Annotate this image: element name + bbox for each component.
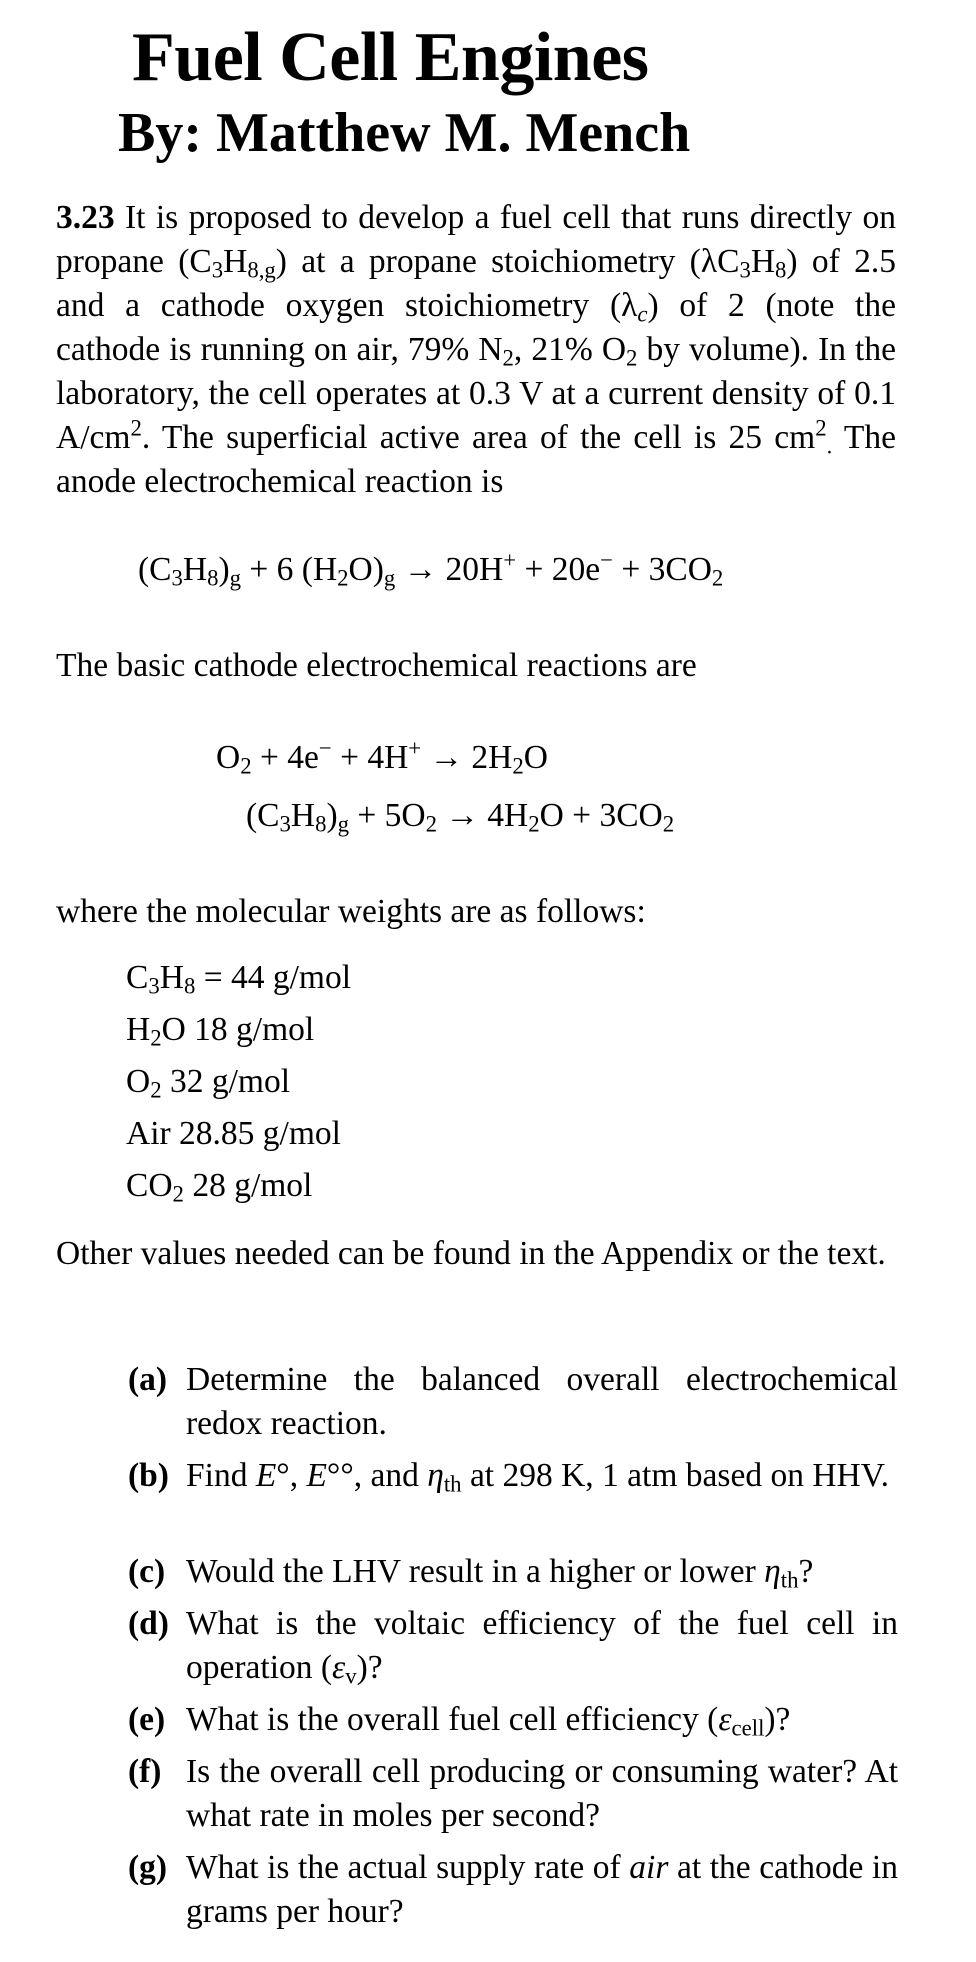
cathode-intro-text: The basic cathode electrochemical reactions are	[56, 647, 697, 684]
question-part-g	[128, 1846, 898, 1934]
question-part-text: Find E°, E°°, and $\eta_{th}$ at 298 K, 1 atm based on HHV.	[186, 1457, 889, 1497]
question-part-c	[128, 1550, 898, 1594]
molecular-weight-item: $O_2$ 32 g/mol	[126, 1063, 291, 1103]
molecular-weight-item: $CO_2$ 28 g/mol	[126, 1167, 313, 1207]
question-part-text: What is the voltaic efficiency of the fuel cell in operation $(\varepsilon_v)$?	[186, 1605, 898, 1689]
other-values-text: Other values needed can be found in the Appendix or the text.	[56, 1235, 886, 1272]
question-part-d	[128, 1602, 898, 1690]
cathode-reaction-equation: $O_2 + 4e^- + 4H^+ \to 2H_2O$	[216, 735, 548, 779]
anode-reaction-equation: $(C_3H_8)_g + 6$ $(H_2O)_g \to 20H^+ + 20e^- + 3CO_2$	[138, 547, 724, 591]
document-author: By: Matthew M. Mench	[118, 102, 691, 164]
question-part-label: (c)	[128, 1553, 166, 1590]
question-part-text: What is the actual supply rate of air at the cathode in grams per hour?	[186, 1849, 898, 1930]
molecular-weight-item: $H_2O$ 18 g/mol	[126, 1011, 315, 1051]
question-part-text: Is the overall cell producing or consuming water? At what rate in moles per second?	[186, 1753, 898, 1834]
combustion-reaction-equation: $(C_3H_8)_g + 5O_2 \to 4H_2O + 3CO_2$	[246, 797, 675, 837]
question-part-text: Determine the balanced overall electrochemical redox reaction.	[186, 1361, 898, 1442]
question-part-label: (g)	[128, 1849, 168, 1886]
question-part-text: What is the overall fuel cell efficiency $(\varepsilon_{cell})$?	[186, 1701, 791, 1741]
question-part-text: Would the LHV result in a higher or lower $\eta_{th}$?	[186, 1553, 814, 1593]
molecular-weight-item: Air 28.85 g/mol	[126, 1115, 341, 1152]
question-part-label: (d)	[128, 1605, 169, 1642]
question-part-b	[128, 1454, 898, 1498]
question-part-e	[128, 1698, 898, 1742]
question-part-label: (f)	[128, 1753, 162, 1790]
problem-statement: 3.23 It is proposed to develop a fuel cell that runs directly on propane $(C_3H_{8,g})$ at a propane stoichiometry $(\lambda C_3H_8)$ of 2.5 and a cathode oxygen stoichiometry $(\lambda_c)$ of 2 (note the cathode is running on air, 79% $N_2$, 21% $O_2$ by volume). In the laboratory, the cell operates at 0.3 V at a current density of 0.1 $A/cm^2$. The superficial active area of the cell is 25 $cm^2_.$ The anode electrochemical reaction is	[56, 199, 897, 500]
document-title: Fuel Cell Engines	[132, 19, 649, 96]
question-part-a	[128, 1358, 898, 1446]
question-part-label: (a)	[128, 1361, 168, 1398]
problem-number: 3.23	[56, 199, 115, 236]
molecular-weight-item: $C_3H_8 = 44$ g/mol	[126, 959, 352, 999]
question-part-label: (b)	[128, 1457, 169, 1494]
question-part-f	[128, 1750, 898, 1838]
question-part-label: (e)	[128, 1701, 166, 1738]
molecular-weights-intro: where the molecular weights are as follows:	[56, 893, 646, 930]
